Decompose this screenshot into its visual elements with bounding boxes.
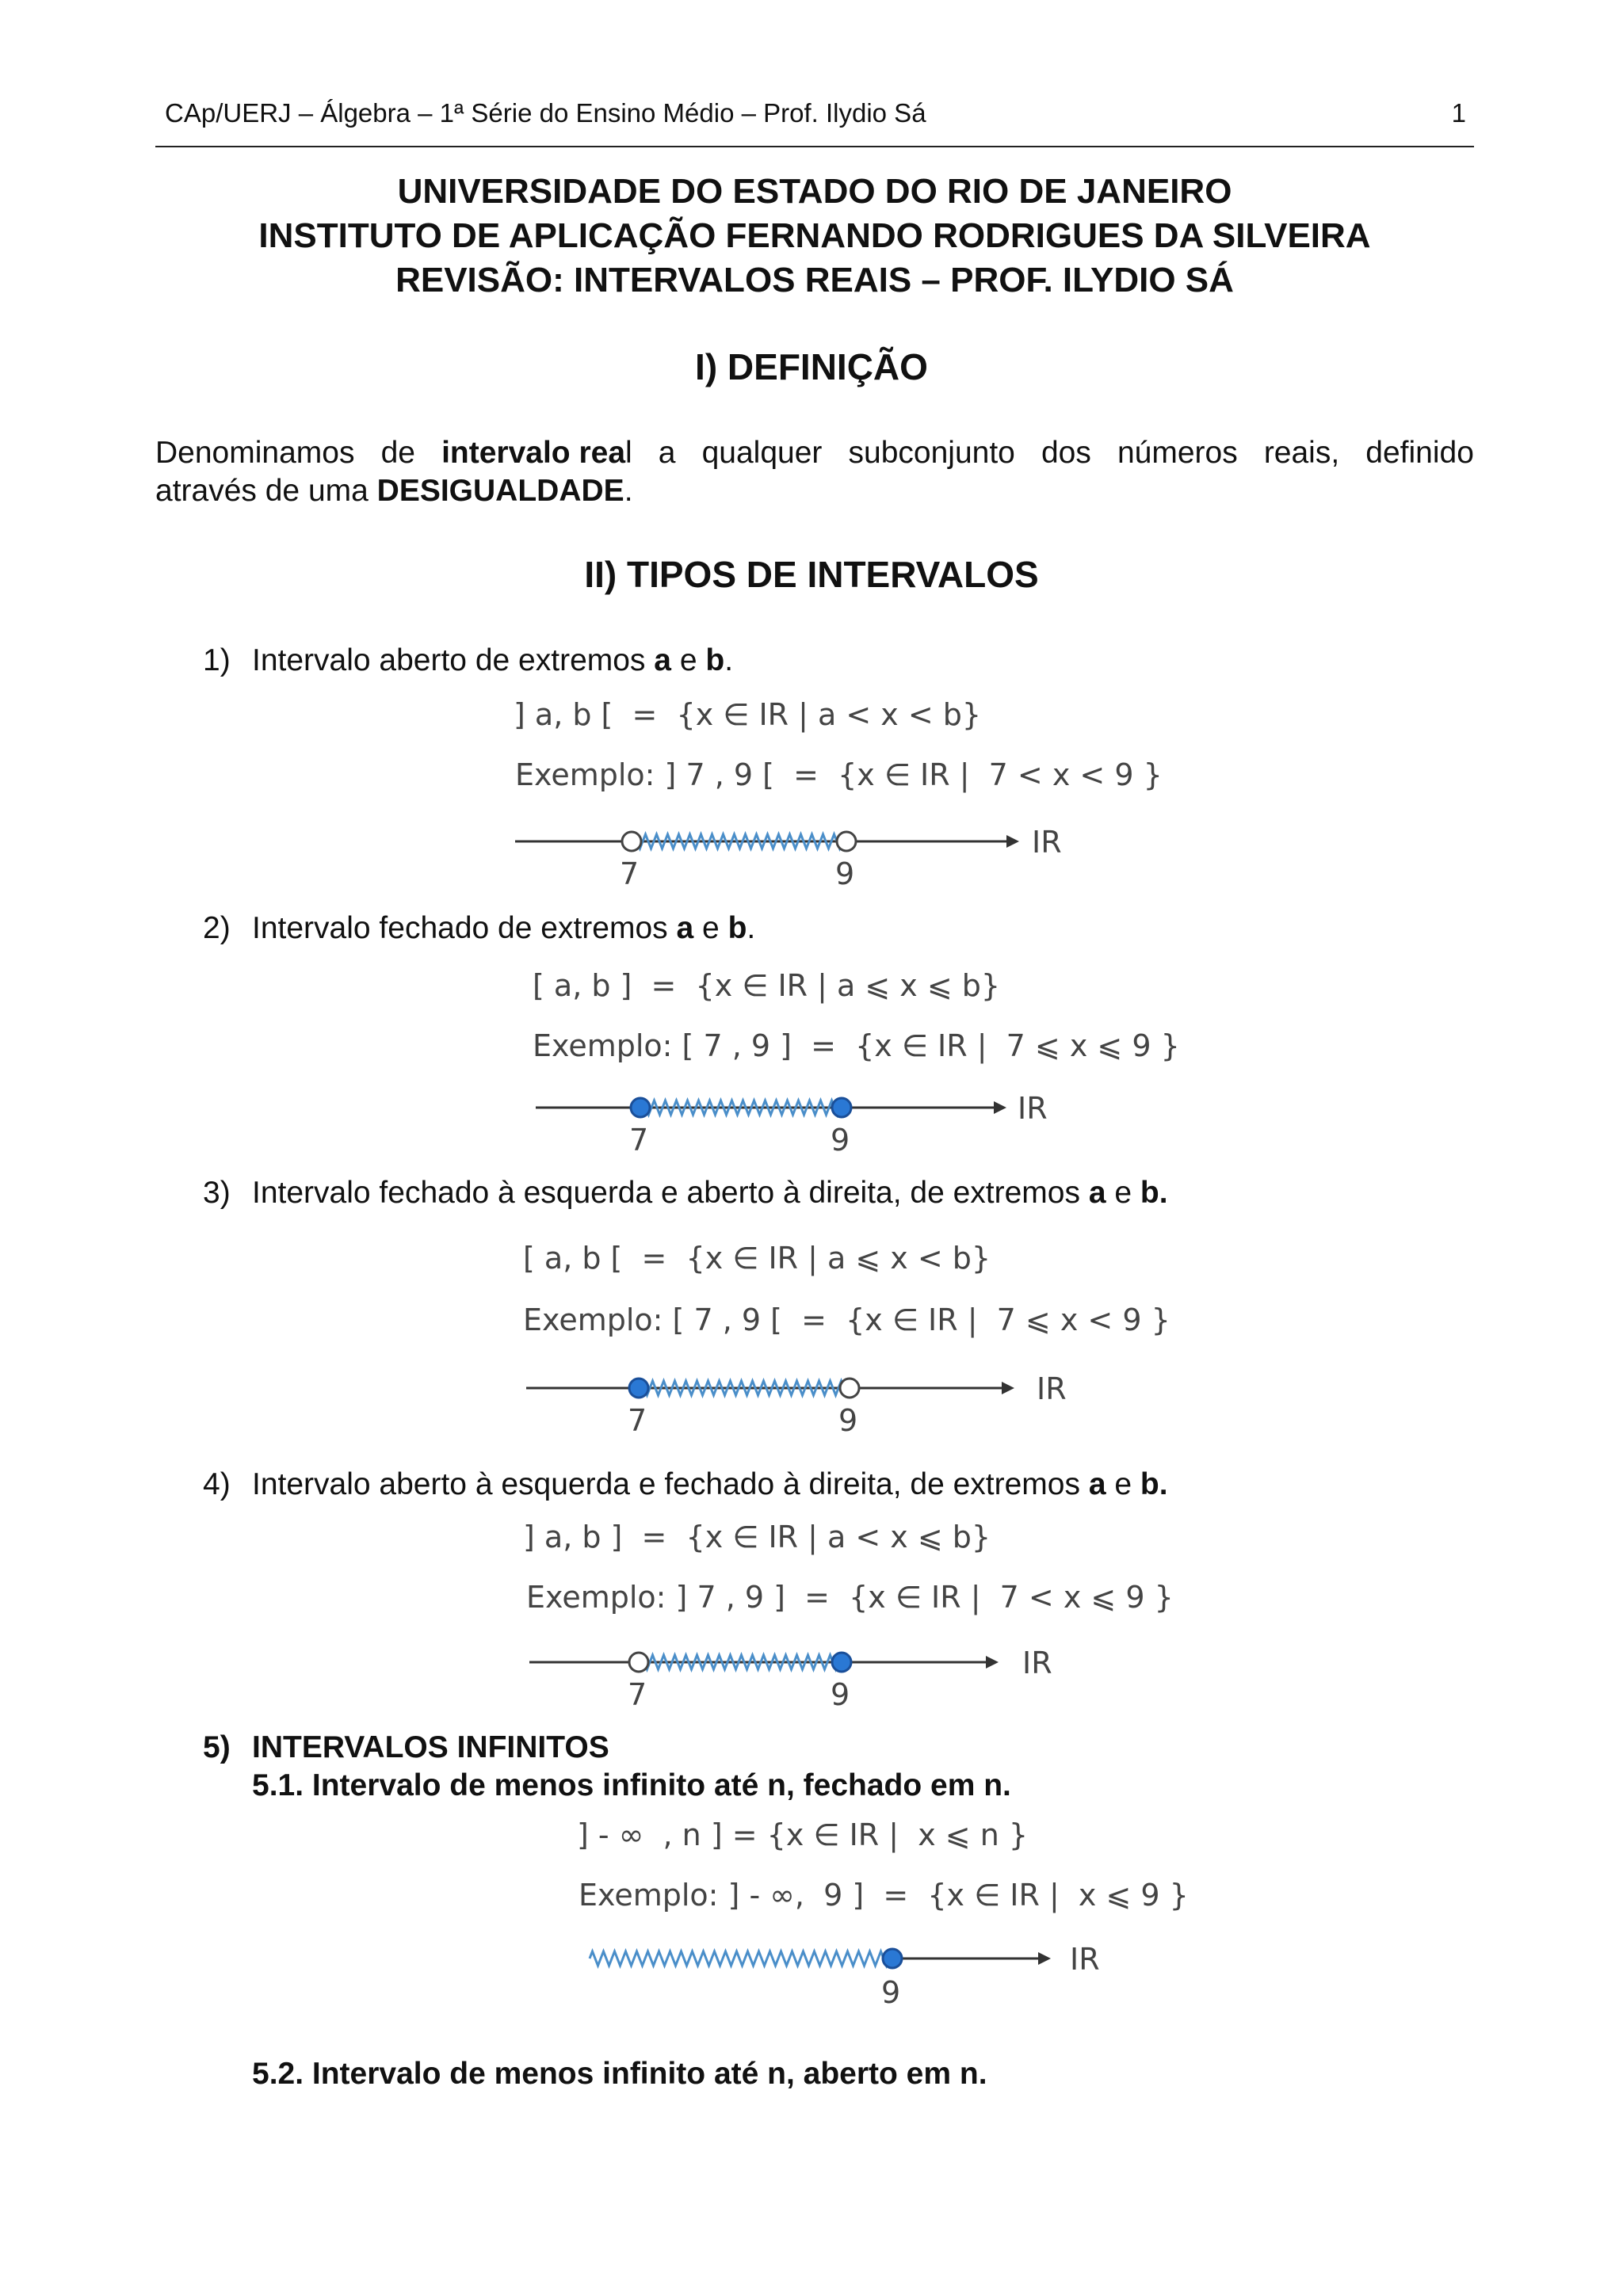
axis-label: IR bbox=[1032, 825, 1062, 860]
text: . bbox=[724, 643, 734, 677]
right-endpoint-label: 9 bbox=[835, 856, 855, 891]
axis-arrow bbox=[994, 1101, 1006, 1114]
number-line-3 bbox=[526, 1371, 1081, 1438]
text: . bbox=[624, 474, 633, 508]
interval-formula-2: [ a, b ] = {x ∈ IR | a ⩽ x ⩽ b} bbox=[533, 968, 1001, 1003]
axis-label: IR bbox=[1037, 1371, 1067, 1406]
item-text: Intervalo aberto de extremos bbox=[252, 643, 655, 677]
right-endpoint-open bbox=[837, 832, 856, 851]
text: e bbox=[670, 643, 706, 677]
left-endpoint-open bbox=[629, 1653, 648, 1672]
extreme-b: b bbox=[705, 643, 725, 677]
axis-label: IR bbox=[1022, 1646, 1052, 1680]
running-header bbox=[155, 98, 1474, 147]
interval-item-3 bbox=[203, 1176, 1168, 1211]
item-number: 1) bbox=[203, 643, 231, 677]
word: subconjunto bbox=[848, 436, 1015, 470]
right-endpoint-closed bbox=[883, 1949, 902, 1968]
interval-example-4: Exemplo: ] 7 , 9 ] = {x ∈ IR | 7 < x ⩽ 9 } bbox=[526, 1580, 1174, 1615]
interval-formula-1: ] a, b [ = {x ∈ IR | a < x < b} bbox=[514, 697, 982, 732]
item-number: 5) bbox=[203, 1730, 231, 1764]
item-text: Intervalo fechado de extremos bbox=[252, 911, 677, 945]
item-text: Intervalo aberto à esquerda e fechado à direita, de extremos bbox=[252, 1467, 1089, 1501]
extreme-b: b. bbox=[1140, 1467, 1168, 1501]
definition-paragraph bbox=[155, 434, 1474, 510]
word: Denominamos bbox=[155, 436, 355, 470]
subsection-5-2-title: 5.2. Intervalo de menos infinito até n, aberto em n. bbox=[252, 2057, 987, 2091]
item-heading: INTERVALOS INFINITOS bbox=[252, 1730, 609, 1764]
right-endpoint-open bbox=[840, 1379, 859, 1398]
right-endpoint-label: 9 bbox=[838, 1403, 858, 1438]
right-endpoint-closed bbox=[832, 1653, 851, 1672]
item-number: 4) bbox=[203, 1467, 231, 1501]
term-intervalo-real: intervalo real bbox=[441, 436, 632, 470]
document-title bbox=[155, 170, 1474, 303]
section-heading-definition: I) DEFINIÇÃO bbox=[695, 346, 928, 387]
left-endpoint-closed bbox=[631, 1098, 650, 1117]
left-endpoint-closed bbox=[629, 1379, 648, 1398]
interval-example-1: Exemplo: ] 7 , 9 [ = {x ∈ IR | 7 < x < 9 } bbox=[515, 757, 1163, 792]
interval-item-4 bbox=[203, 1467, 1168, 1502]
word: qualquer bbox=[701, 436, 823, 470]
left-endpoint-label: 7 bbox=[629, 1123, 649, 1158]
left-endpoint-label: 7 bbox=[620, 856, 640, 891]
word: números bbox=[1117, 436, 1238, 470]
word: dos bbox=[1041, 436, 1091, 470]
page-number: 1 bbox=[1451, 98, 1466, 128]
extreme-a: a bbox=[676, 911, 694, 945]
extreme-a: a bbox=[1088, 1467, 1106, 1501]
number-line-2 bbox=[536, 1090, 1090, 1158]
number-line-5-1 bbox=[590, 1941, 1144, 2010]
interval-wave bbox=[590, 1951, 892, 1966]
axis-arrow bbox=[1002, 1382, 1014, 1394]
section-heading-types: II) TIPOS DE INTERVALOS bbox=[584, 554, 1039, 595]
interval-formula-3: [ a, b [ = {x ∈ IR | a ⩽ x < b} bbox=[523, 1241, 991, 1276]
subsection-5-1-title: 5.1. Intervalo de menos infinito até n, fechado em n. bbox=[252, 1768, 1011, 1802]
axis-arrow bbox=[1038, 1952, 1051, 1965]
term-desigualdade: DESIGUALDADE bbox=[376, 474, 624, 508]
text: e bbox=[693, 911, 728, 945]
word: a bbox=[658, 436, 676, 470]
extreme-b: b bbox=[727, 911, 747, 945]
axis-arrow bbox=[1006, 835, 1019, 848]
text: e bbox=[1106, 1176, 1140, 1210]
word: definido bbox=[1365, 436, 1474, 470]
right-endpoint-closed bbox=[832, 1098, 851, 1117]
item-number: 3) bbox=[203, 1176, 231, 1210]
title-line-3: REVISÃO: INTERVALOS REAIS – PROF. ILYDIO SÁ bbox=[395, 261, 1234, 299]
interval-item-2 bbox=[203, 911, 755, 946]
interval-example-5-1: Exemplo: ] - ∞, 9 ] = {x ∈ IR | x ⩽ 9 } bbox=[579, 1878, 1189, 1913]
axis-label: IR bbox=[1018, 1091, 1048, 1126]
item-number: 2) bbox=[203, 911, 231, 945]
title-line-1: UNIVERSIDADE DO ESTADO DO RIO DE JANEIRO bbox=[397, 172, 1232, 211]
interval-example-3: Exemplo: [ 7 , 9 [ = {x ∈ IR | 7 ⩽ x < 9 } bbox=[523, 1302, 1170, 1337]
number-line-4 bbox=[529, 1645, 1084, 1712]
word: reais, bbox=[1263, 436, 1340, 470]
item-text: Intervalo fechado à esquerda e aberto à direita, de extremos bbox=[252, 1176, 1089, 1210]
right-endpoint-label: 9 bbox=[831, 1123, 850, 1158]
text: e bbox=[1106, 1467, 1140, 1501]
axis-label: IR bbox=[1070, 1942, 1100, 1977]
interval-formula-5-1: ] - ∞ , n ] = {x ∈ IR | x ⩽ n } bbox=[577, 1817, 1029, 1852]
interval-item-1 bbox=[203, 643, 733, 678]
text: através de uma bbox=[155, 474, 377, 508]
number-line-1 bbox=[515, 824, 1070, 891]
right-endpoint-label: 9 bbox=[881, 1975, 901, 2010]
left-endpoint-label: 7 bbox=[628, 1677, 647, 1712]
title-line-2: INSTITUTO DE APLICAÇÃO FERNANDO RODRIGUES DA SILVEIRA bbox=[258, 216, 1371, 255]
word: de bbox=[380, 436, 415, 470]
left-endpoint-label: 7 bbox=[628, 1403, 647, 1438]
axis-arrow bbox=[986, 1656, 999, 1669]
interval-formula-4: ] a, b ] = {x ∈ IR | a < x ⩽ b} bbox=[523, 1520, 991, 1554]
interval-item-5 bbox=[203, 1730, 609, 1765]
interval-example-2: Exemplo: [ 7 , 9 ] = {x ∈ IR | 7 ⩽ x ⩽ 9 } bbox=[533, 1028, 1180, 1063]
extreme-a: a bbox=[1088, 1176, 1106, 1210]
right-endpoint-label: 9 bbox=[831, 1677, 850, 1712]
extreme-a: a bbox=[654, 643, 671, 677]
text: . bbox=[747, 911, 756, 945]
running-title: CAp/UERJ – Álgebra – 1ª Série do Ensino Médio – Prof. Ilydio Sá bbox=[165, 98, 926, 128]
extreme-b: b. bbox=[1140, 1176, 1168, 1210]
left-endpoint-open bbox=[622, 832, 641, 851]
